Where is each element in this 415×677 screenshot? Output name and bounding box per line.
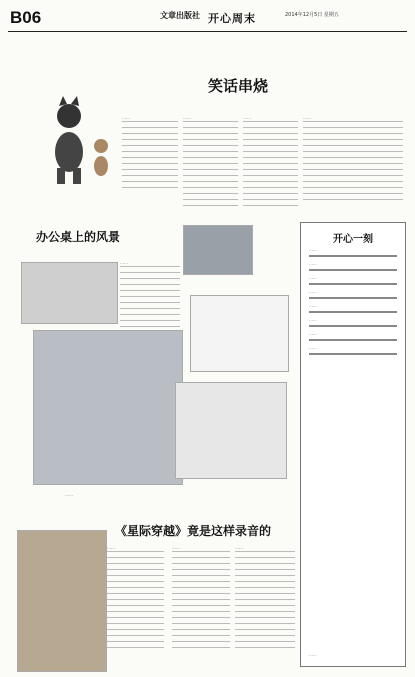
sidebar-box	[300, 222, 406, 667]
header-divider	[8, 31, 407, 32]
page-code: B06	[10, 8, 42, 27]
office-photo-mug	[190, 295, 289, 372]
cat-figure	[55, 96, 83, 184]
office-photo-desk	[21, 262, 118, 324]
text-lines	[122, 121, 178, 191]
office-photo-stapler	[183, 225, 253, 275]
text-lines	[183, 121, 238, 207]
interstellar-column-3: ……	[235, 545, 295, 665]
tom-and-jerry-illustration	[37, 92, 117, 190]
text-lines	[172, 551, 230, 651]
sidebar-item: ……	[309, 261, 397, 271]
office-caption: ……	[65, 492, 73, 497]
sidebar-title: 开心一刻	[333, 234, 373, 245]
text-lines	[243, 121, 298, 207]
jokes-title: 笑话串烧	[208, 77, 269, 95]
office-photo-ruler	[175, 382, 287, 479]
office-text-column: ……	[120, 260, 180, 330]
jokes-column-2: ……	[183, 115, 238, 215]
header-right-meta: 2014年12月5日 星期五	[285, 12, 339, 18]
interstellar-column-1: ……	[107, 545, 164, 665]
jokes-column-4: ……	[303, 115, 403, 215]
sidebar-items	[309, 247, 397, 359]
sidebar-item: ……	[309, 247, 397, 257]
sidebar-item: ……	[309, 275, 397, 285]
office-photo-mouse	[33, 330, 183, 485]
interstellar-column-2: ……	[172, 545, 230, 665]
section-title: 开心周末	[208, 12, 256, 25]
mouse-figure	[94, 139, 108, 176]
sidebar-item: ……	[309, 289, 397, 299]
masthead: 文章出版社	[160, 11, 200, 20]
sidebar-item: ……	[309, 331, 397, 341]
interstellar-photo	[17, 530, 107, 672]
jokes-column-3: ……	[243, 115, 298, 215]
text-lines	[107, 551, 164, 651]
jokes-column-1: ……	[122, 115, 178, 215]
sidebar-item: ……	[309, 345, 397, 355]
text-lines	[303, 121, 403, 201]
interstellar-title: 《星际穿越》竟是这样录音的	[115, 524, 272, 538]
sidebar-footer: ……	[309, 652, 317, 657]
office-title: 办公桌上的风景	[36, 230, 121, 244]
text-lines	[120, 266, 180, 330]
sidebar-item: ……	[309, 317, 397, 327]
sidebar-item: ……	[309, 303, 397, 313]
text-lines	[235, 551, 295, 651]
